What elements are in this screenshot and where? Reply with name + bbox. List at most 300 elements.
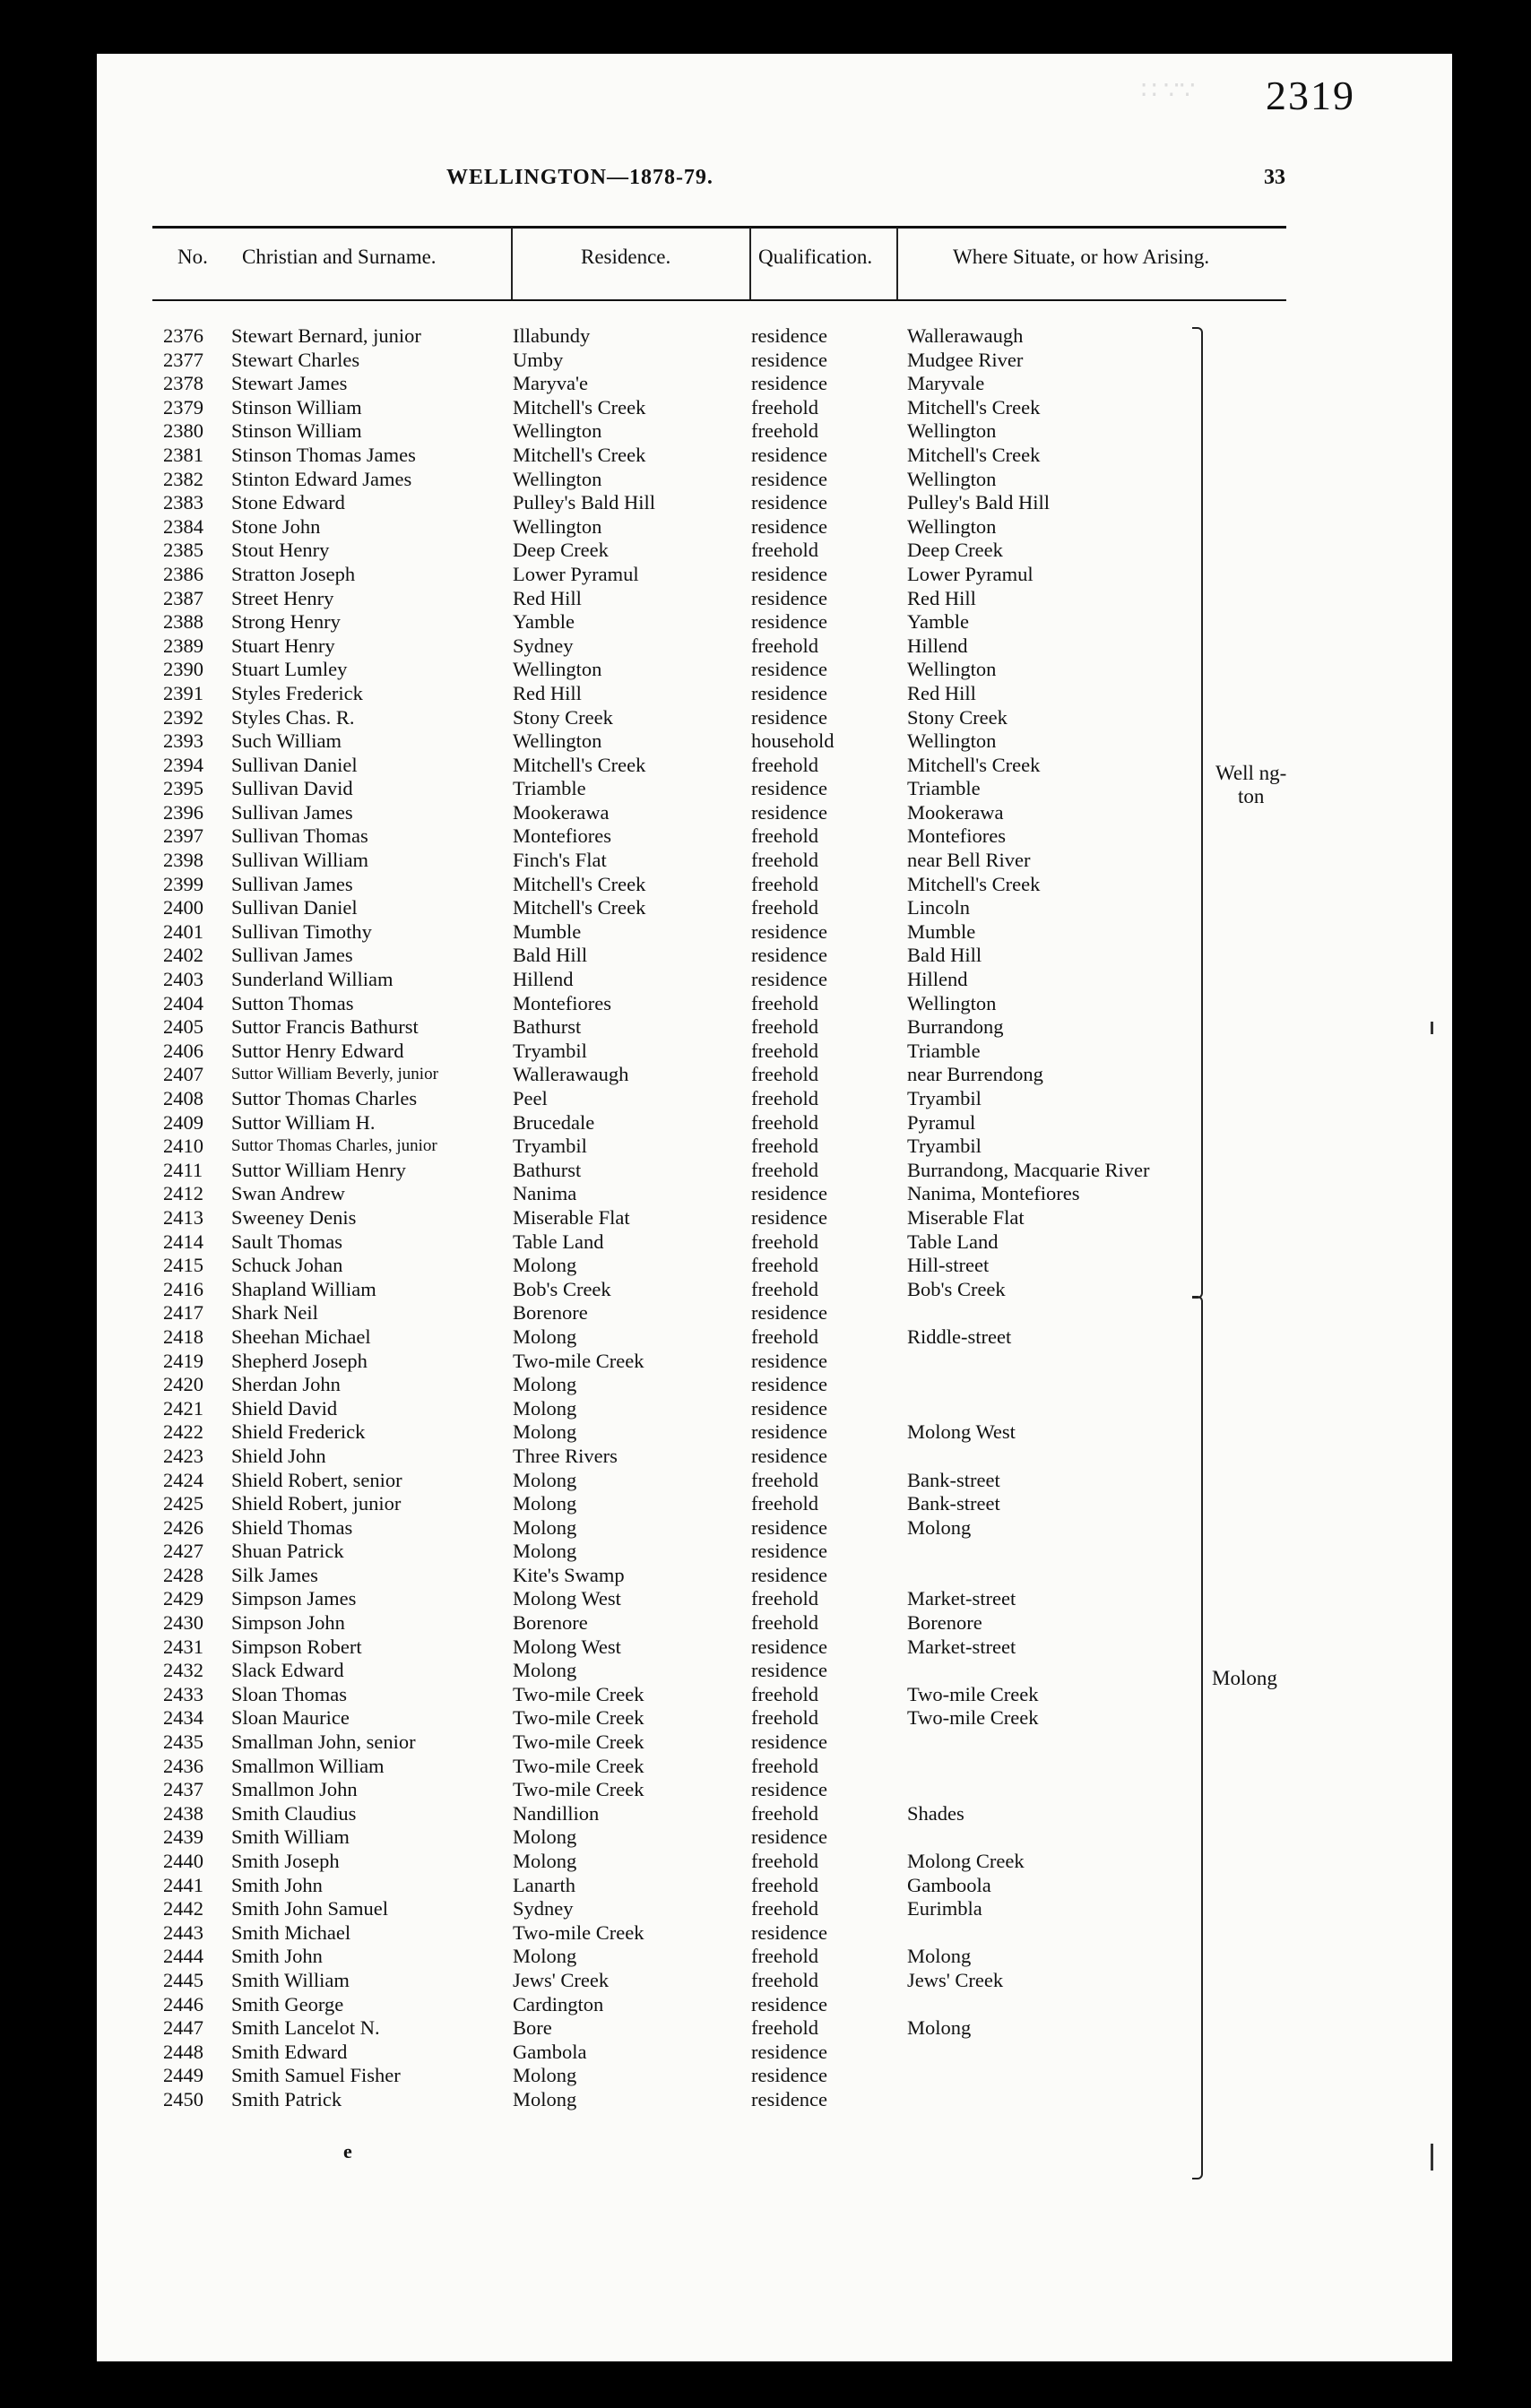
table-row — [152, 801, 1286, 825]
entry-number: 2430 — [163, 1611, 203, 1635]
entry-number: 2377 — [163, 348, 203, 371]
voter-name: Shark Neil — [231, 1301, 318, 1325]
faint-stamp: ∷ ∵∵ — [1141, 77, 1196, 105]
entry-number: 2410 — [163, 1135, 203, 1158]
residence: Bathurst — [513, 1015, 582, 1039]
table-row — [152, 1159, 1286, 1183]
edge-mark — [1431, 1022, 1433, 1034]
residence: Wallerawaugh — [513, 1063, 629, 1086]
table-row — [152, 372, 1286, 396]
residence: Finch's Flat — [513, 849, 607, 872]
residence: Umby — [513, 348, 564, 371]
residence: Tryambil — [513, 1039, 587, 1062]
table-row — [152, 849, 1286, 873]
table-row — [152, 324, 1286, 349]
residence: Tryambil — [513, 1135, 587, 1158]
where-situate: Red Hill — [907, 681, 976, 704]
entry-number: 2423 — [163, 1444, 203, 1467]
residence: Two-mile Creek — [513, 1778, 644, 1801]
where-situate: Miserable Flat — [907, 1205, 1025, 1229]
residence: Molong — [513, 1420, 577, 1444]
voter-name: Sullivan James — [231, 800, 353, 824]
residence: Mitchell's Creek — [513, 872, 646, 895]
table-row — [152, 634, 1286, 659]
qualification: freehold — [751, 1801, 818, 1825]
residence: Wellington — [513, 467, 602, 490]
entry-number: 2382 — [163, 467, 203, 490]
qualification: residence — [751, 1205, 827, 1229]
table-row — [152, 968, 1286, 992]
residence: Hillend — [513, 968, 574, 991]
voter-name: Stinton Edward James — [231, 467, 412, 490]
qualification: freehold — [751, 896, 818, 919]
table-row — [152, 1325, 1286, 1350]
where-situate: Jews' Creek — [907, 1968, 1004, 1991]
entry-number: 2433 — [163, 1682, 203, 1705]
table-row — [152, 777, 1286, 801]
table-row — [152, 1825, 1286, 1850]
header-bottom-rule — [152, 299, 1286, 301]
entry-number: 2444 — [163, 1945, 203, 1968]
residence: Molong — [513, 1659, 577, 1682]
qualification: freehold — [751, 1682, 818, 1705]
qualification: residence — [751, 1920, 827, 1944]
qualification: freehold — [751, 1945, 818, 1968]
residence: Mookerawa — [513, 800, 610, 824]
voter-name: Shield Robert, junior — [231, 1492, 402, 1515]
entry-number: 2387 — [163, 586, 203, 609]
entry-number: 2393 — [163, 729, 203, 753]
where-situate: Mookerawa — [907, 800, 1004, 824]
residence: Mumble — [513, 919, 582, 943]
qualification: residence — [751, 1778, 827, 1801]
voter-name: Smallmon John — [231, 1778, 358, 1801]
voter-name: Sloan Thomas — [231, 1682, 347, 1705]
where-situate: Bank-street — [907, 1492, 1000, 1515]
voter-name: Smallmon William — [231, 1754, 385, 1777]
district-label — [1215, 762, 1286, 808]
where-situate: Deep Creek — [907, 539, 1003, 562]
qualification: freehold — [751, 872, 818, 895]
column-header-residence: Residence. — [581, 246, 671, 268]
voter-name: Suttor Thomas Charles, junior — [231, 1136, 437, 1156]
residence: Molong — [513, 1396, 577, 1420]
table-row — [152, 1516, 1286, 1541]
entry-number: 2400 — [163, 896, 203, 919]
qualification: residence — [751, 610, 827, 634]
table-row — [152, 1897, 1286, 1921]
entry-number: 2378 — [163, 372, 203, 395]
qualification: residence — [751, 800, 827, 824]
voter-name: Suttor Thomas Charles — [231, 1087, 418, 1109]
voter-name: Smith Patrick — [231, 2087, 342, 2110]
qualification: residence — [751, 1349, 827, 1372]
where-situate: Triamble — [907, 777, 981, 800]
entry-number: 2408 — [163, 1087, 203, 1109]
signature-mark: e — [343, 2140, 352, 2162]
entry-number: 2416 — [163, 1277, 203, 1300]
where-situate: Eurimbla — [907, 1897, 982, 1920]
qualification: freehold — [751, 2016, 818, 2040]
table-row — [152, 824, 1286, 849]
qualification: freehold — [751, 1135, 818, 1158]
qualification: residence — [751, 919, 827, 943]
table-row — [152, 920, 1286, 945]
voter-name: Smith John — [231, 1945, 323, 1968]
residence: Molong West — [513, 1635, 621, 1658]
voter-name: Shield David — [231, 1396, 338, 1420]
residence: Two-mile Creek — [513, 1754, 644, 1777]
residence: Pulley's Bald Hill — [513, 491, 656, 514]
voter-name: Suttor Henry Edward — [231, 1039, 404, 1062]
qualification: residence — [751, 1444, 827, 1467]
page-number: 33 — [1264, 166, 1285, 189]
entry-number: 2434 — [163, 1706, 203, 1730]
voter-name: Stone Edward — [231, 491, 345, 514]
table-row — [152, 1564, 1286, 1588]
entry-number: 2381 — [163, 443, 203, 466]
voter-name: Shield Frederick — [231, 1420, 366, 1444]
qualification: freehold — [751, 1587, 818, 1610]
table-row — [152, 1397, 1286, 1421]
qualification: residence — [751, 467, 827, 490]
where-situate: Mitchell's Creek — [907, 395, 1041, 419]
residence: Molong — [513, 1825, 577, 1849]
where-situate: Wellington — [907, 729, 997, 753]
voter-name: Sullivan David — [231, 777, 353, 800]
entry-number: 2383 — [163, 491, 203, 514]
voter-name: Smith William — [231, 1825, 350, 1849]
residence: Molong — [513, 1492, 577, 1515]
voter-name: Sullivan James — [231, 944, 353, 967]
residence: Mitchell's Creek — [513, 896, 646, 919]
residence: Two-mile Creek — [513, 1706, 644, 1730]
table-row — [152, 1993, 1286, 2017]
column-divider — [749, 228, 751, 299]
where-situate: Gamboola — [907, 1873, 991, 1896]
qualification: freehold — [751, 1850, 818, 1872]
qualification: freehold — [751, 1968, 818, 1991]
where-situate: Wellington — [907, 991, 997, 1014]
where-situate: Two-mile Creek — [907, 1706, 1039, 1730]
qualification: residence — [751, 324, 827, 347]
residence: Bob's Creek — [513, 1277, 611, 1300]
voter-name: Slack Edward — [231, 1659, 344, 1682]
entry-number: 2405 — [163, 1015, 203, 1039]
entry-number: 2392 — [163, 705, 203, 729]
residence: Nanima — [513, 1182, 577, 1205]
column-header-name: Christian and Surname. — [242, 246, 437, 268]
entry-number: 2399 — [163, 872, 203, 895]
where-situate: Hill-street — [907, 1254, 990, 1277]
qualification: freehold — [751, 1492, 818, 1515]
voter-name: Shield John — [231, 1444, 326, 1467]
voter-name: Styles Chas. R. — [231, 705, 355, 729]
table-row — [152, 1206, 1286, 1230]
entry-number: 2446 — [163, 1992, 203, 2015]
qualification: freehold — [751, 1611, 818, 1635]
voter-name: Smith George — [231, 1992, 344, 2015]
table-row — [152, 1350, 1286, 1374]
residence: Wellington — [513, 658, 602, 681]
where-situate: Bank-street — [907, 1468, 1000, 1491]
table-row — [152, 1683, 1286, 1707]
voter-name: Street Henry — [231, 586, 334, 609]
residence: Two-mile Creek — [513, 1682, 644, 1705]
column-divider — [896, 228, 898, 299]
residence: Lower Pyramul — [513, 562, 639, 585]
residence: Three Rivers — [513, 1444, 618, 1467]
voter-name: Stinson Thomas James — [231, 443, 416, 466]
table-row — [152, 873, 1286, 897]
entry-number: 2379 — [163, 395, 203, 419]
residence: Miserable Flat — [513, 1205, 630, 1229]
entry-number: 2441 — [163, 1873, 203, 1896]
district-label-line: Molong — [1212, 1667, 1277, 1689]
entry-number: 2421 — [163, 1396, 203, 1420]
residence: Two-mile Creek — [513, 1730, 644, 1754]
voter-name: Sullivan Thomas — [231, 824, 368, 848]
entry-number: 2390 — [163, 658, 203, 681]
entry-number: 2431 — [163, 1635, 203, 1658]
voter-name: Stuart Henry — [231, 634, 335, 657]
voter-name: Smith Samuel Fisher — [231, 2064, 401, 2087]
entry-number: 2406 — [163, 1039, 203, 1062]
voter-name: Stout Henry — [231, 539, 330, 562]
where-situate: near Burrendong — [907, 1063, 1043, 1086]
residence: Borenore — [513, 1301, 588, 1325]
voter-name: Shapland William — [231, 1277, 376, 1300]
table-row — [152, 1135, 1286, 1159]
table-row — [152, 539, 1286, 563]
page-stamp-number: 2319 — [1266, 73, 1355, 118]
table-row — [152, 1040, 1286, 1064]
table-row — [152, 1469, 1286, 1493]
residence: Molong — [513, 2064, 577, 2087]
entry-number: 2411 — [163, 1158, 203, 1181]
qualification: freehold — [751, 634, 818, 657]
residence: Montefiores — [513, 991, 611, 1014]
voter-name: Sullivan William — [231, 849, 369, 872]
entry-number: 2376 — [163, 324, 203, 347]
residence: Red Hill — [513, 586, 582, 609]
residence: Mitchell's Creek — [513, 753, 646, 776]
where-situate: Mitchell's Creek — [907, 753, 1041, 776]
where-situate: Pyramul — [907, 1110, 976, 1134]
qualification: residence — [751, 1992, 827, 2015]
voter-name: Suttor William Beverly, junior — [231, 1065, 438, 1084]
residence: Illabundy — [513, 324, 591, 347]
where-situate: Shades — [907, 1801, 964, 1825]
entry-number: 2440 — [163, 1850, 203, 1872]
table-row — [152, 1492, 1286, 1516]
table-row — [152, 1874, 1286, 1898]
residence: Two-mile Creek — [513, 1920, 644, 1944]
table-row — [152, 992, 1286, 1016]
entry-number: 2385 — [163, 539, 203, 562]
where-situate: Pulley's Bald Hill — [907, 491, 1051, 514]
where-situate: Molong — [907, 2016, 972, 2040]
qualification: freehold — [751, 419, 818, 443]
residence: Kite's Swamp — [513, 1563, 625, 1586]
table-row — [152, 1706, 1286, 1730]
qualification: freehold — [751, 1706, 818, 1730]
residence: Molong — [513, 1540, 577, 1563]
qualification: residence — [751, 1420, 827, 1444]
residence: Jews' Creek — [513, 1968, 610, 1991]
entry-number: 2445 — [163, 1968, 203, 1991]
entry-number: 2386 — [163, 562, 203, 585]
where-situate: Yamble — [907, 610, 969, 634]
table-row — [152, 1015, 1286, 1040]
residence: Red Hill — [513, 681, 582, 704]
entry-number: 2425 — [163, 1492, 203, 1515]
qualification: residence — [751, 1540, 827, 1563]
entry-number: 2419 — [163, 1349, 203, 1372]
qualification: residence — [751, 491, 827, 514]
district-bracket — [1192, 1296, 1203, 2179]
entry-number: 2418 — [163, 1325, 203, 1348]
voter-name: Stone John — [231, 514, 321, 538]
entry-number: 2450 — [163, 2087, 203, 2110]
voter-name: Sullivan Daniel — [231, 896, 358, 919]
edge-mark — [1431, 2144, 1433, 2171]
voter-list — [152, 324, 1286, 2112]
table-row — [152, 754, 1286, 778]
residence: Sydney — [513, 1897, 574, 1920]
entry-number: 2424 — [163, 1468, 203, 1491]
district-bracket — [1192, 327, 1203, 1299]
column-header-qualification: Qualification. — [758, 246, 873, 268]
entry-number: 2395 — [163, 777, 203, 800]
where-situate: Mitchell's Creek — [907, 872, 1041, 895]
entry-number: 2389 — [163, 634, 203, 657]
entry-number: 2414 — [163, 1230, 203, 1253]
table-row — [152, 729, 1286, 754]
qualification: freehold — [751, 1897, 818, 1920]
voter-name: Sherdan John — [231, 1373, 341, 1396]
table-row — [152, 468, 1286, 492]
where-situate: Lincoln — [907, 896, 970, 919]
voter-name: Sullivan James — [231, 872, 353, 895]
entry-number: 2417 — [163, 1301, 203, 1325]
residence: Molong — [513, 1850, 577, 1872]
where-situate: Mudgee River — [907, 348, 1024, 371]
where-situate: Burrandong — [907, 1015, 1004, 1039]
table-row — [152, 349, 1286, 373]
qualification: residence — [751, 348, 827, 371]
table-row — [152, 1111, 1286, 1135]
table-row — [152, 1969, 1286, 1993]
qualification: freehold — [751, 849, 818, 872]
entry-number: 2420 — [163, 1373, 203, 1396]
district-label-line: ton — [1237, 785, 1265, 807]
qualification: freehold — [751, 1325, 818, 1348]
qualification: freehold — [751, 1063, 818, 1086]
table-row — [152, 1636, 1286, 1660]
qualification: residence — [751, 681, 827, 704]
qualification: residence — [751, 372, 827, 395]
entry-number: 2438 — [163, 1801, 203, 1825]
qualification: residence — [751, 944, 827, 967]
table-row — [152, 419, 1286, 444]
where-situate: Hillend — [907, 634, 968, 657]
table-row — [152, 1778, 1286, 1802]
voter-name: Sullivan Daniel — [231, 753, 358, 776]
where-situate: Bald Hill — [907, 944, 982, 967]
where-situate: Nanima, Montefiores — [907, 1182, 1080, 1205]
table-row — [152, 610, 1286, 634]
table-row — [152, 2016, 1286, 2041]
entry-number: 2437 — [163, 1778, 203, 1801]
residence: Sydney — [513, 634, 574, 657]
voter-name: Simpson Robert — [231, 1635, 362, 1658]
voter-name: Shepherd Joseph — [231, 1349, 368, 1372]
where-situate: Stony Creek — [907, 705, 1008, 729]
residence: Wellington — [513, 729, 602, 753]
qualification: residence — [751, 443, 827, 466]
table-row — [152, 491, 1286, 515]
entry-number: 2439 — [163, 1825, 203, 1849]
entry-number: 2398 — [163, 849, 203, 872]
residence: Yamble — [513, 610, 575, 634]
residence: Molong — [513, 2087, 577, 2110]
voter-name: Sault Thomas — [231, 1230, 342, 1253]
entry-number: 2412 — [163, 1182, 203, 1205]
voter-name: Simpson James — [231, 1587, 357, 1610]
qualification: residence — [751, 1635, 827, 1658]
residence: Maryva'e — [513, 372, 589, 395]
table-row — [152, 1945, 1286, 1969]
where-situate: Wellington — [907, 514, 997, 538]
document-page — [97, 54, 1452, 2361]
residence: Molong — [513, 1373, 577, 1396]
voter-name: Smith Lancelot N. — [231, 2016, 380, 2040]
qualification: freehold — [751, 1873, 818, 1896]
voter-name: Sutton Thomas — [231, 991, 354, 1014]
table-row — [152, 1755, 1286, 1779]
table-row — [152, 896, 1286, 920]
entry-number: 2447 — [163, 2016, 203, 2040]
qualification: freehold — [751, 1254, 818, 1277]
voter-name: Sunderland William — [231, 968, 394, 991]
qualification: freehold — [751, 991, 818, 1014]
qualification: freehold — [751, 753, 818, 776]
qualification: freehold — [751, 1015, 818, 1039]
table-row — [152, 1182, 1286, 1206]
voter-name: Suttor William H. — [231, 1110, 376, 1134]
where-situate: Bob's Creek — [907, 1277, 1006, 1300]
entry-number: 2432 — [163, 1659, 203, 1682]
residence: Lanarth — [513, 1873, 575, 1896]
district-label — [1212, 1667, 1277, 1690]
table-row — [152, 1850, 1286, 1874]
entry-number: 2407 — [163, 1063, 203, 1086]
where-situate: Mumble — [907, 919, 976, 943]
table-row — [152, 444, 1286, 468]
where-situate: Market-street — [907, 1635, 1016, 1658]
table-row — [152, 1373, 1286, 1397]
table-row — [152, 1730, 1286, 1755]
where-situate: Wellington — [907, 658, 997, 681]
voter-name: Smith John — [231, 1873, 323, 1896]
column-header-where-situate: Where Situate, or how Arising. — [953, 246, 1210, 268]
table-row — [152, 1087, 1286, 1111]
where-situate: Montefiores — [907, 824, 1006, 848]
where-situate: Molong West — [907, 1420, 1016, 1444]
voter-name: Shuan Patrick — [231, 1540, 344, 1563]
qualification: residence — [751, 777, 827, 800]
